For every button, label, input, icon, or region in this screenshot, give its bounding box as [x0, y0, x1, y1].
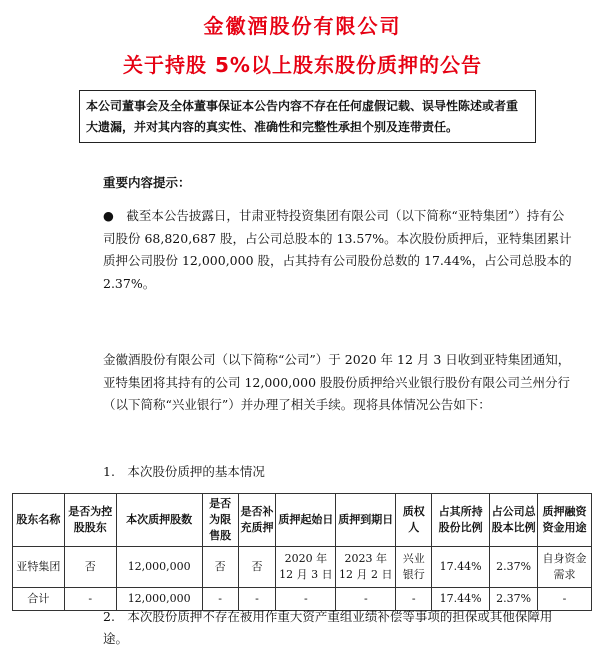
table-cell: - [64, 588, 116, 611]
header-cell: 本次质押股数 [116, 494, 202, 547]
header-cell: 占其所持股份比例 [432, 494, 490, 547]
disclaimer-box [79, 90, 536, 143]
table-cell: - [202, 588, 238, 611]
table-cell: 12,000,000 [116, 588, 202, 611]
table-cell: 2020 年 12 月 3 日 [276, 547, 336, 588]
table-cell: 2023 年 12 月 2 日 [336, 547, 396, 588]
table-cell: 17.44% [432, 547, 490, 588]
table-cell: 否 [64, 547, 116, 588]
table-header-row [13, 494, 592, 547]
section2-text: 2. 本次股份质押不存在被用作重大资产重组业绩补偿等事项的担保或其他保障用途。 [103, 609, 553, 646]
table-cell: 2.37% [490, 547, 538, 588]
table-cell: 合计 [13, 588, 65, 611]
highlight-paragraph: ● 截至本公告披露日，甘肃亚特投资集团有限公司（以下简称“亚特集团”）持有公司股份 68,820,687 股，占公司总股本的 13.57%。本次股份质押后，亚特集团累计质押公司股份 12,000,000 股，占其持有公司股份总数的 17.44%，占公司总股本的 2.37%。 [103, 208, 572, 291]
highlights-label: 重要内容提示： [103, 175, 191, 190]
header-cell: 占公司总股本比例 [490, 494, 538, 547]
header-cell: 质押融资资金用途 [538, 494, 592, 547]
table-cell: - [238, 588, 276, 611]
table-cell: - [396, 588, 432, 611]
pledge-table [12, 493, 592, 611]
table-row [13, 547, 592, 588]
header-cell: 是否补充质押 [238, 494, 276, 547]
table-cell: 亚特集团 [13, 547, 65, 588]
table-cell: 兴业银行 [396, 547, 432, 588]
table-cell: 自身资金需求 [538, 547, 592, 588]
header-cell: 股东名称 [13, 494, 65, 547]
body-paragraph: 金徽酒股份有限公司（以下简称“公司”）于 2020 年 12 月 3 日收到亚特集团通知，亚特集团将其持有的公司 12,000,000 股股份质押给兴业银行股份有限公司兰州分行（以下简称“兴业银行”）并办理了相关手续。现将具体情况公告如下： [103, 352, 571, 412]
header-cell: 质押到期日 [336, 494, 396, 547]
header-cell: 质押起始日 [276, 494, 336, 547]
table-cell: 否 [202, 547, 238, 588]
announcement-title: 关于持股 5%以上股东股份质押的公告 [123, 53, 482, 77]
table-cell: - [336, 588, 396, 611]
company-title: 金徽酒股份有限公司 [203, 14, 402, 38]
table-cell: - [276, 588, 336, 611]
table-cell: - [538, 588, 592, 611]
table-cell: 否 [238, 547, 276, 588]
table-cell: 2.37% [490, 588, 538, 611]
section1-title: 1. 本次股份质押的基本情况 [103, 464, 265, 479]
table-cell: 12,000,000 [116, 547, 202, 588]
header-cell: 是否为限售股 [202, 494, 238, 547]
disclaimer-text: 本公司董事会及全体董事保证本公告内容不存在任何虚假记载、误导性陈述或者重大遗漏，并对其内容的真实性、准确性和完整性承担个别及连带责任。 [86, 99, 519, 134]
header-cell: 质权人 [396, 494, 432, 547]
table-cell: 17.44% [432, 588, 490, 611]
header-cell: 是否为控股股东 [64, 494, 116, 547]
